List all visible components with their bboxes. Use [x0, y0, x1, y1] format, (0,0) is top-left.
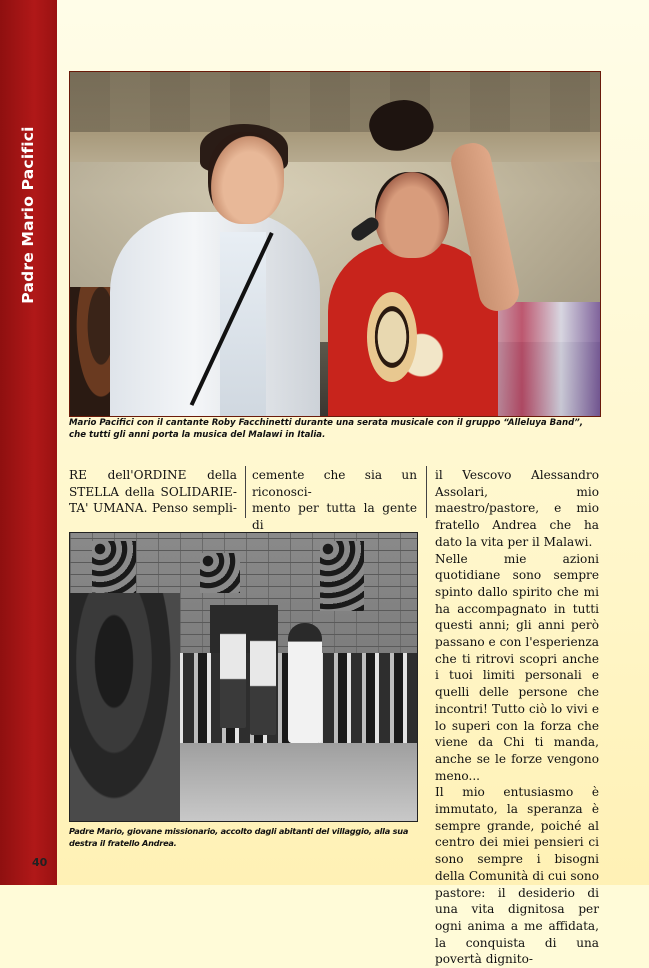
photo-window-right	[320, 541, 364, 611]
column-1-text	[69, 467, 237, 517]
photo-shirt-shield	[367, 292, 417, 382]
col2-line-2: mento per tutta la gente di	[252, 501, 417, 533]
sidebar-title: Padre Mario Pacifici	[19, 126, 37, 304]
col1-line-1: RE dell'ORDINE della	[69, 468, 237, 482]
col3-paragraph-2: Nelle mie azioni quotidiane sono sempre spinto dallo spirito che mi ha accompagnato in tutti questi anni; gli anni però passano e con l'esperienza che ti ritrovi scopri anche i tuoi limiti personali e quelli delle persone che incontri! Tutto ciò lo vivi e lo superi con la forza che viene da Chi ti manda, anche se le forze vengono meno...	[435, 551, 599, 783]
photo-window-center	[200, 553, 240, 593]
col2-line-1: cemente che sia un riconosci-	[252, 468, 417, 499]
photo-priest-head	[375, 172, 449, 258]
col1-line-2: STELLA della SOLIDARIE-	[69, 484, 237, 499]
photo-man-1	[220, 618, 246, 728]
photo-singer-body	[110, 212, 320, 416]
page-number: 40	[32, 856, 48, 869]
photo-crowd-left	[70, 593, 180, 821]
top-photo-caption: Mario Pacifici con il cantante Roby Facchinetti durante una serata musicale con il gruppo “Alleluya Band”, che tutti gli anni porta la musica del Malawi in Italia.	[69, 418, 584, 440]
sidebar	[0, 0, 57, 885]
col3-paragraph-1: il Vescovo Alessandro Assolari, mio maestro/pastore, e mio fratello Andrea che ha dato la vita per il Malawi.	[435, 468, 599, 549]
column-rule-2	[426, 466, 427, 518]
bottom-photo-caption: Padre Mario, giovane missionario, accolto dagli abitanti del villaggio, alla sua destra il fratello Andrea.	[69, 826, 409, 848]
top-photo	[69, 71, 601, 417]
photo-priest	[288, 623, 322, 743]
column-3-text	[435, 467, 599, 968]
photo-man-2	[250, 625, 276, 735]
bottom-photo	[69, 532, 418, 822]
photo-ceiling	[70, 72, 600, 132]
column-rule-1	[245, 466, 246, 518]
photo-singer-head	[208, 132, 284, 224]
col3-paragraph-3: Il mio entusiasmo è immutato, la speranza è sempre grande, poiché al centro dei miei pensieri ci sono sempre i bisogni della Comunità di cui sono pastore: il desiderio di una vita dignitosa per ogni anima a me affidata, la conquista di una povertà dignito-	[435, 785, 599, 967]
col1-line-3: TA' UMANA. Penso sempli-	[69, 501, 237, 516]
